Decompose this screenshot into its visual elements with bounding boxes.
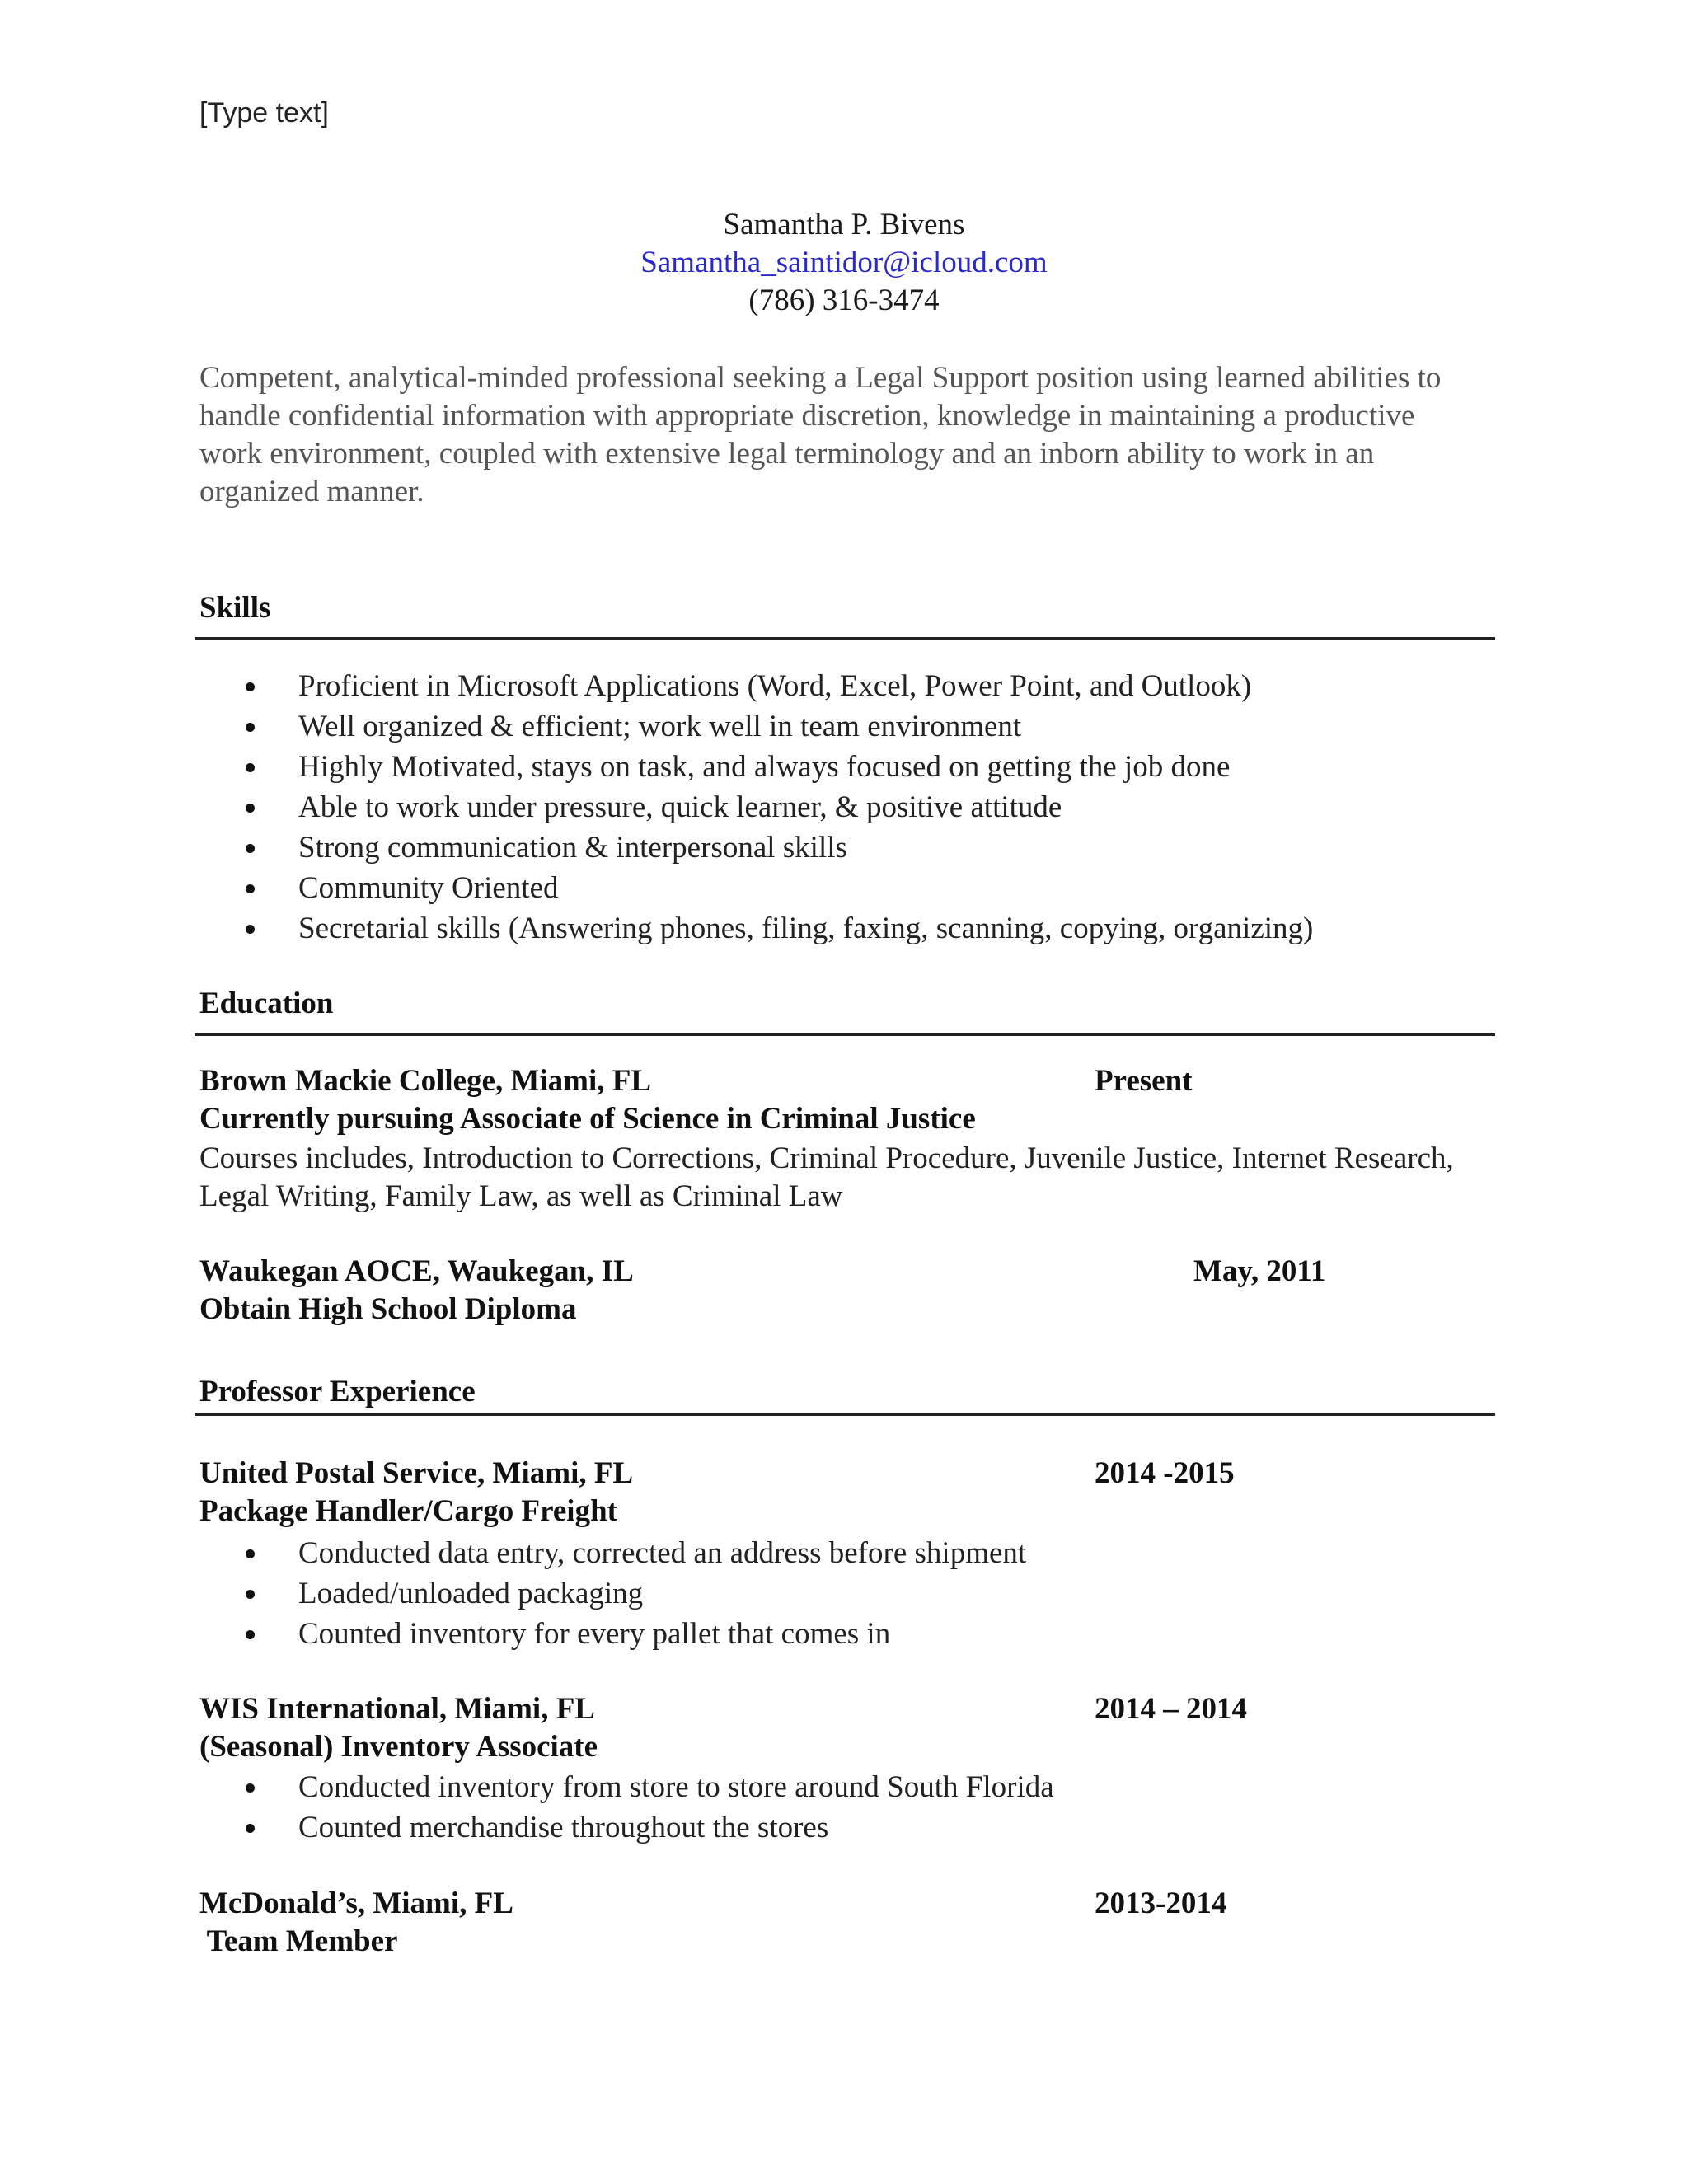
experience-role-3: Team Member	[199, 1924, 398, 1958]
phone-number: (786) 316-3474	[748, 284, 940, 317]
experience-duties-2	[199, 1767, 1054, 1848]
experience-employer-1: United Postal Service, Miami, FL	[199, 1456, 634, 1490]
bullet-icon	[246, 682, 255, 691]
experience-employer-2: WIS International, Miami, FL	[199, 1692, 595, 1726]
bullet-icon	[246, 925, 255, 934]
skills-heading: Skills	[199, 591, 271, 625]
bullet-icon	[246, 1549, 255, 1558]
list-item: Proficient in Microsoft Applications (Word, Excel, Power Point, and Outlook)	[199, 666, 1313, 706]
list-item: Counted inventory for every pallet that comes in	[199, 1614, 1026, 1654]
list-item: Loaded/unloaded packaging	[199, 1573, 1026, 1614]
bullet-icon	[246, 1783, 255, 1793]
bullet-icon	[246, 723, 255, 732]
contact-block	[0, 206, 1688, 320]
education-degree-2: Obtain High School Diploma	[199, 1292, 577, 1326]
experience-divider	[195, 1413, 1495, 1416]
list-item: Secretarial skills (Answering phones, filing, faxing, scanning, copying, organizing)	[199, 908, 1313, 949]
education-courses-1: Courses includes, Introduction to Corrections, Criminal Procedure, Juvenile Justice, Internet Research, Legal Writing, Family Law, as well as Criminal Law	[199, 1141, 1454, 1213]
education-divider	[195, 1033, 1495, 1036]
objective-statement: Competent, analytical-minded professional seeking a Legal Support position using learned abilities to handle confidential information with appropriate discretion, knowledge in maintaining a productive work environment, coupled with extensive legal terminology and an inborn ability to work in an organized manner.	[199, 361, 1442, 509]
education-school-1: Brown Mackie College, Miami, FL	[199, 1064, 652, 1098]
education-date-1: Present	[1095, 1064, 1193, 1098]
experience-role-1: Package Handler/Cargo Freight	[199, 1494, 617, 1528]
list-item: Community Oriented	[199, 868, 1313, 908]
experience-employer-3: McDonald’s, Miami, FL	[199, 1886, 513, 1920]
list-item: Able to work under pressure, quick learner, & positive attitude	[199, 787, 1313, 827]
bullet-icon	[246, 884, 255, 893]
education-date-2: May, 2011	[1193, 1254, 1326, 1288]
experience-date-3: 2013-2014	[1095, 1886, 1227, 1920]
experience-duties-1	[199, 1533, 1026, 1654]
education-degree-1: Currently pursuing Associate of Science in Criminal Justice	[199, 1102, 976, 1136]
bullet-icon	[246, 1824, 255, 1833]
skills-list	[199, 666, 1313, 949]
experience-heading: Professor Experience	[199, 1375, 476, 1408]
list-item: Conducted inventory from store to store around South Florida	[199, 1767, 1054, 1807]
bullet-icon	[246, 1590, 255, 1599]
header-placeholder-text[interactable]: [Type text]	[199, 97, 329, 129]
experience-date-1: 2014 -2015	[1095, 1456, 1235, 1490]
list-item: Highly Motivated, stays on task, and always focused on getting the job done	[199, 747, 1313, 787]
skills-divider	[195, 637, 1495, 640]
education-heading: Education	[199, 987, 334, 1020]
education-school-2: Waukegan AOCE, Waukegan, IL	[199, 1254, 634, 1288]
list-item: Strong communication & interpersonal skills	[199, 827, 1313, 868]
bullet-icon	[246, 763, 255, 772]
bullet-icon	[246, 1630, 255, 1639]
bullet-icon	[246, 804, 255, 813]
list-item: Conducted data entry, corrected an address before shipment	[199, 1533, 1026, 1573]
list-item: Well organized & efficient; work well in team environment	[199, 706, 1313, 747]
experience-role-2: (Seasonal) Inventory Associate	[199, 1730, 598, 1764]
experience-date-2: 2014 – 2014	[1095, 1692, 1247, 1726]
list-item: Counted merchandise throughout the stores	[199, 1807, 1054, 1848]
candidate-name: Samantha P. Bivens	[723, 208, 965, 241]
email-link[interactable]: Samantha_saintidor@icloud.com	[640, 246, 1048, 279]
bullet-icon	[246, 844, 255, 853]
